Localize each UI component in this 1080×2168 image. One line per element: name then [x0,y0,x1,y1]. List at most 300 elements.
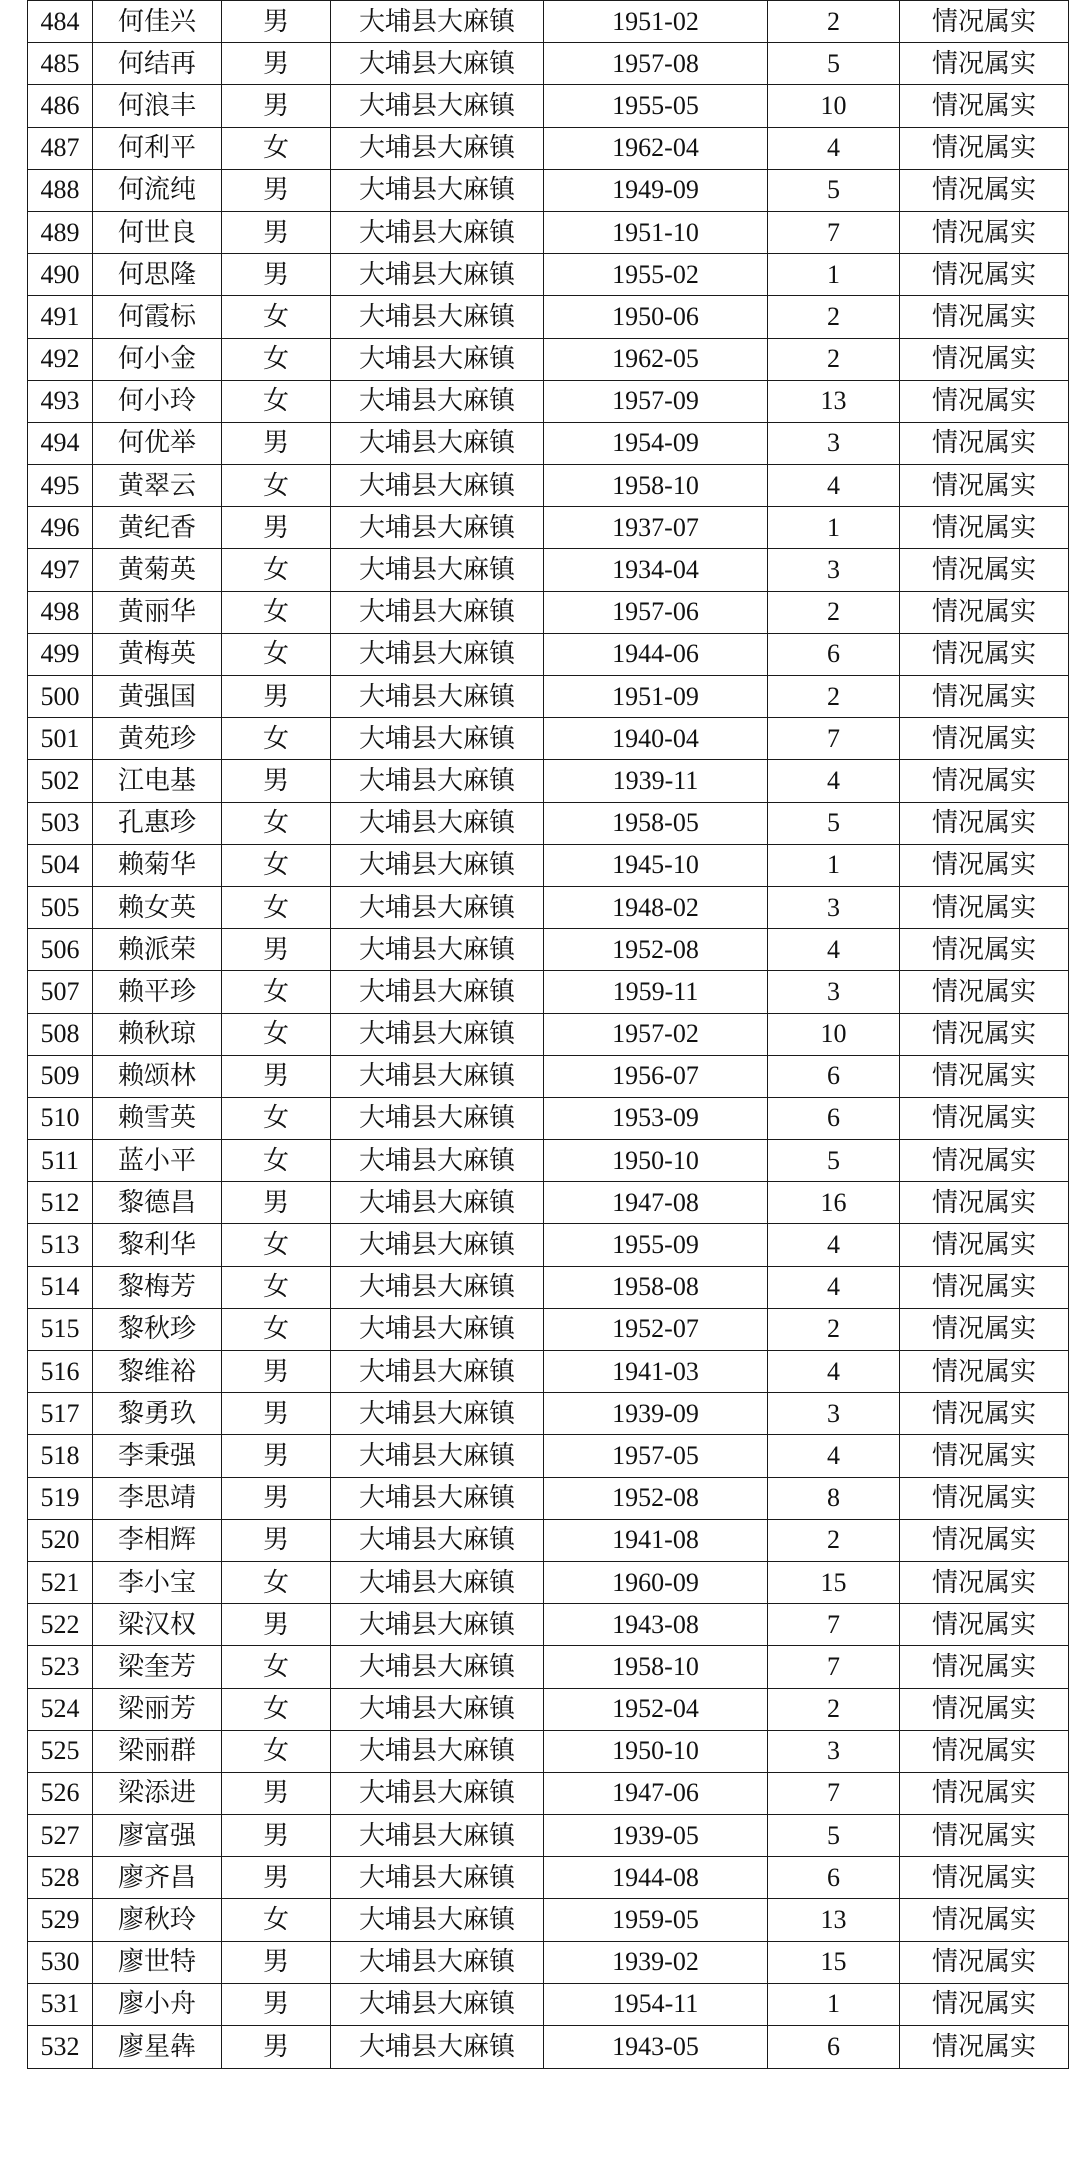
table-row [28,507,1069,549]
table-row [28,1730,1069,1772]
table-row [28,1477,1069,1519]
table-row [28,886,1069,928]
status-cell: 情况属实 [900,1266,1069,1308]
address-cell: 大埔县大麻镇 [331,1182,544,1224]
serial-number-cell: 512 [28,1182,93,1224]
name-cell: 黄梅英 [93,633,222,675]
count-cell: 1 [768,507,900,549]
gender-cell: 男 [222,2026,331,2069]
status-cell: 情况属实 [900,718,1069,760]
gender-cell: 女 [222,1140,331,1182]
serial-number-cell: 488 [28,169,93,211]
count-cell: 6 [768,1055,900,1097]
date-cell: 1953-09 [544,1097,768,1139]
address-cell: 大埔县大麻镇 [331,1941,544,1983]
date-cell: 1939-02 [544,1941,768,1983]
date-cell: 1947-06 [544,1772,768,1814]
table-row [28,549,1069,591]
name-cell: 蓝小平 [93,1140,222,1182]
count-cell: 4 [768,1266,900,1308]
date-cell: 1952-07 [544,1308,768,1350]
gender-cell: 男 [222,85,331,127]
date-cell: 1943-05 [544,2026,768,2069]
count-cell: 4 [768,465,900,507]
gender-cell: 女 [222,1308,331,1350]
status-cell: 情况属实 [900,422,1069,464]
date-cell: 1958-10 [544,1646,768,1688]
table-row [28,633,1069,675]
serial-number-cell: 507 [28,971,93,1013]
address-cell: 大埔县大麻镇 [331,1519,544,1561]
address-cell: 大埔县大麻镇 [331,1899,544,1941]
address-cell: 大埔县大麻镇 [331,1393,544,1435]
status-cell: 情况属实 [900,760,1069,802]
gender-cell: 男 [222,760,331,802]
name-cell: 何流纯 [93,169,222,211]
count-cell: 7 [768,1772,900,1814]
table-row [28,1,1069,43]
count-cell: 4 [768,1435,900,1477]
serial-number-cell: 485 [28,43,93,85]
serial-number-cell: 514 [28,1266,93,1308]
count-cell: 4 [768,760,900,802]
address-cell: 大埔县大麻镇 [331,676,544,718]
gender-cell: 男 [222,1941,331,1983]
name-cell: 赖雪英 [93,1097,222,1139]
status-cell: 情况属实 [900,1308,1069,1350]
count-cell: 15 [768,1561,900,1603]
date-cell: 1951-10 [544,211,768,253]
count-cell: 16 [768,1182,900,1224]
address-cell: 大埔县大麻镇 [331,1604,544,1646]
serial-number-cell: 502 [28,760,93,802]
status-cell: 情况属实 [900,802,1069,844]
table-row [28,169,1069,211]
serial-number-cell: 500 [28,676,93,718]
serial-number-cell: 513 [28,1224,93,1266]
gender-cell: 女 [222,844,331,886]
name-cell: 何优举 [93,422,222,464]
status-cell: 情况属实 [900,1519,1069,1561]
address-cell: 大埔县大麻镇 [331,1097,544,1139]
address-cell: 大埔县大麻镇 [331,1013,544,1055]
status-cell: 情况属实 [900,1013,1069,1055]
name-cell: 赖女英 [93,886,222,928]
serial-number-cell: 530 [28,1941,93,1983]
gender-cell: 男 [222,1772,331,1814]
name-cell: 梁奎芳 [93,1646,222,1688]
date-cell: 1944-08 [544,1857,768,1899]
serial-number-cell: 515 [28,1308,93,1350]
date-cell: 1958-08 [544,1266,768,1308]
name-cell: 赖平珍 [93,971,222,1013]
table-row [28,1941,1069,1983]
address-cell: 大埔县大麻镇 [331,802,544,844]
gender-cell: 男 [222,43,331,85]
address-cell: 大埔县大麻镇 [331,844,544,886]
date-cell: 1962-05 [544,338,768,380]
gender-cell: 女 [222,338,331,380]
status-cell: 情况属实 [900,1055,1069,1097]
count-cell: 7 [768,718,900,760]
address-cell: 大埔县大麻镇 [331,422,544,464]
count-cell: 3 [768,1393,900,1435]
serial-number-cell: 493 [28,380,93,422]
gender-cell: 男 [222,1604,331,1646]
date-cell: 1956-07 [544,1055,768,1097]
status-cell: 情况属实 [900,465,1069,507]
serial-number-cell: 526 [28,1772,93,1814]
status-cell: 情况属实 [900,1941,1069,1983]
date-cell: 1943-08 [544,1604,768,1646]
address-cell: 大埔县大麻镇 [331,1055,544,1097]
name-cell: 黄强国 [93,676,222,718]
date-cell: 1955-05 [544,85,768,127]
status-cell: 情况属实 [900,2026,1069,2069]
serial-number-cell: 524 [28,1688,93,1730]
date-cell: 1948-02 [544,886,768,928]
gender-cell: 男 [222,676,331,718]
date-cell: 1941-03 [544,1351,768,1393]
name-cell: 何思隆 [93,254,222,296]
address-cell: 大埔县大麻镇 [331,1646,544,1688]
name-cell: 江电基 [93,760,222,802]
date-cell: 1954-11 [544,1983,768,2025]
name-cell: 廖星犇 [93,2026,222,2069]
serial-number-cell: 532 [28,2026,93,2069]
name-cell: 黎德昌 [93,1182,222,1224]
table-row [28,929,1069,971]
date-cell: 1952-08 [544,1477,768,1519]
address-cell: 大埔县大麻镇 [331,507,544,549]
date-cell: 1958-05 [544,802,768,844]
count-cell: 13 [768,380,900,422]
name-cell: 赖颂林 [93,1055,222,1097]
table-row [28,2026,1069,2069]
date-cell: 1959-11 [544,971,768,1013]
serial-number-cell: 523 [28,1646,93,1688]
address-cell: 大埔县大麻镇 [331,633,544,675]
name-cell: 李秉强 [93,1435,222,1477]
count-cell: 10 [768,85,900,127]
gender-cell: 男 [222,1,331,43]
address-cell: 大埔县大麻镇 [331,1688,544,1730]
count-cell: 2 [768,1519,900,1561]
address-cell: 大埔县大麻镇 [331,591,544,633]
name-cell: 黄丽华 [93,591,222,633]
address-cell: 大埔县大麻镇 [331,1308,544,1350]
status-cell: 情况属实 [900,844,1069,886]
date-cell: 1950-10 [544,1730,768,1772]
status-cell: 情况属实 [900,296,1069,338]
date-cell: 1934-04 [544,549,768,591]
gender-cell: 男 [222,1477,331,1519]
status-cell: 情况属实 [900,1772,1069,1814]
count-cell: 3 [768,886,900,928]
date-cell: 1947-08 [544,1182,768,1224]
status-cell: 情况属实 [900,1182,1069,1224]
address-cell: 大埔县大麻镇 [331,1435,544,1477]
gender-cell: 女 [222,1646,331,1688]
address-cell: 大埔县大麻镇 [331,2026,544,2069]
count-cell: 5 [768,43,900,85]
address-cell: 大埔县大麻镇 [331,1857,544,1899]
date-cell: 1945-10 [544,844,768,886]
address-cell: 大埔县大麻镇 [331,1140,544,1182]
name-cell: 孔惠珍 [93,802,222,844]
serial-number-cell: 527 [28,1815,93,1857]
address-cell: 大埔县大麻镇 [331,43,544,85]
gender-cell: 男 [222,422,331,464]
serial-number-cell: 489 [28,211,93,253]
table-row [28,1097,1069,1139]
status-cell: 情况属实 [900,1561,1069,1603]
gender-cell: 女 [222,718,331,760]
name-cell: 黄菊英 [93,549,222,591]
address-cell: 大埔县大麻镇 [331,85,544,127]
count-cell: 8 [768,1477,900,1519]
name-cell: 何小金 [93,338,222,380]
name-cell: 廖富强 [93,1815,222,1857]
status-cell: 情况属实 [900,1140,1069,1182]
gender-cell: 男 [222,1435,331,1477]
serial-number-cell: 506 [28,929,93,971]
date-cell: 1957-06 [544,591,768,633]
roster-sheet [27,0,1068,2164]
serial-number-cell: 490 [28,254,93,296]
table-row [28,1308,1069,1350]
serial-number-cell: 505 [28,886,93,928]
serial-number-cell: 510 [28,1097,93,1139]
count-cell: 4 [768,1351,900,1393]
name-cell: 黎勇玖 [93,1393,222,1435]
name-cell: 梁丽芳 [93,1688,222,1730]
status-cell: 情况属实 [900,380,1069,422]
address-cell: 大埔县大麻镇 [331,886,544,928]
name-cell: 黄翠云 [93,465,222,507]
gender-cell: 男 [222,1182,331,1224]
name-cell: 赖秋琼 [93,1013,222,1055]
status-cell: 情况属实 [900,1393,1069,1435]
name-cell: 廖世特 [93,1941,222,1983]
count-cell: 3 [768,971,900,1013]
date-cell: 1958-10 [544,465,768,507]
count-cell: 5 [768,169,900,211]
name-cell: 梁汉权 [93,1604,222,1646]
status-cell: 情况属实 [900,1435,1069,1477]
gender-cell: 女 [222,886,331,928]
count-cell: 4 [768,1224,900,1266]
date-cell: 1941-08 [544,1519,768,1561]
table-row [28,760,1069,802]
roster-table [27,0,1069,2069]
table-row [28,338,1069,380]
serial-number-cell: 498 [28,591,93,633]
serial-number-cell: 528 [28,1857,93,1899]
gender-cell: 男 [222,929,331,971]
gender-cell: 男 [222,254,331,296]
status-cell: 情况属实 [900,1857,1069,1899]
table-row [28,1393,1069,1435]
name-cell: 何浪丰 [93,85,222,127]
gender-cell: 女 [222,802,331,844]
date-cell: 1950-10 [544,1140,768,1182]
table-row [28,465,1069,507]
table-row [28,1899,1069,1941]
count-cell: 4 [768,929,900,971]
count-cell: 2 [768,1,900,43]
table-row [28,1351,1069,1393]
address-cell: 大埔县大麻镇 [331,1,544,43]
count-cell: 5 [768,1815,900,1857]
name-cell: 黎秋珍 [93,1308,222,1350]
name-cell: 李小宝 [93,1561,222,1603]
serial-number-cell: 519 [28,1477,93,1519]
serial-number-cell: 494 [28,422,93,464]
date-cell: 1951-09 [544,676,768,718]
gender-cell: 女 [222,1561,331,1603]
status-cell: 情况属实 [900,1224,1069,1266]
date-cell: 1940-04 [544,718,768,760]
count-cell: 2 [768,1688,900,1730]
gender-cell: 男 [222,1815,331,1857]
address-cell: 大埔县大麻镇 [331,1477,544,1519]
gender-cell: 女 [222,1097,331,1139]
address-cell: 大埔县大麻镇 [331,929,544,971]
date-cell: 1949-09 [544,169,768,211]
name-cell: 何佳兴 [93,1,222,43]
name-cell: 梁添进 [93,1772,222,1814]
count-cell: 4 [768,127,900,169]
gender-cell: 男 [222,507,331,549]
date-cell: 1952-04 [544,1688,768,1730]
table-row [28,43,1069,85]
gender-cell: 女 [222,1899,331,1941]
gender-cell: 男 [222,1857,331,1899]
table-row [28,1604,1069,1646]
status-cell: 情况属实 [900,1899,1069,1941]
date-cell: 1962-04 [544,127,768,169]
status-cell: 情况属实 [900,971,1069,1013]
name-cell: 何世良 [93,211,222,253]
status-cell: 情况属实 [900,1097,1069,1139]
count-cell: 7 [768,1604,900,1646]
gender-cell: 男 [222,1519,331,1561]
table-row [28,1140,1069,1182]
count-cell: 3 [768,422,900,464]
status-cell: 情况属实 [900,1688,1069,1730]
date-cell: 1939-05 [544,1815,768,1857]
gender-cell: 女 [222,549,331,591]
serial-number-cell: 501 [28,718,93,760]
date-cell: 1960-09 [544,1561,768,1603]
address-cell: 大埔县大麻镇 [331,1815,544,1857]
table-row [28,1983,1069,2025]
count-cell: 13 [768,1899,900,1941]
count-cell: 2 [768,676,900,718]
table-row [28,1561,1069,1603]
serial-number-cell: 509 [28,1055,93,1097]
table-row [28,1815,1069,1857]
status-cell: 情况属实 [900,1646,1069,1688]
gender-cell: 女 [222,127,331,169]
status-cell: 情况属实 [900,338,1069,380]
count-cell: 3 [768,1730,900,1772]
address-cell: 大埔县大麻镇 [331,549,544,591]
count-cell: 1 [768,254,900,296]
name-cell: 何霞标 [93,296,222,338]
gender-cell: 男 [222,211,331,253]
gender-cell: 男 [222,1393,331,1435]
serial-number-cell: 486 [28,85,93,127]
status-cell: 情况属实 [900,1604,1069,1646]
address-cell: 大埔县大麻镇 [331,254,544,296]
serial-number-cell: 499 [28,633,93,675]
table-row [28,1182,1069,1224]
name-cell: 何结再 [93,43,222,85]
serial-number-cell: 517 [28,1393,93,1435]
count-cell: 7 [768,211,900,253]
serial-number-cell: 495 [28,465,93,507]
status-cell: 情况属实 [900,591,1069,633]
serial-number-cell: 518 [28,1435,93,1477]
table-row [28,422,1069,464]
table-row [28,1266,1069,1308]
table-row [28,1646,1069,1688]
name-cell: 何小玲 [93,380,222,422]
name-cell: 廖齐昌 [93,1857,222,1899]
table-row [28,844,1069,886]
serial-number-cell: 511 [28,1140,93,1182]
name-cell: 李思靖 [93,1477,222,1519]
address-cell: 大埔县大麻镇 [331,1266,544,1308]
date-cell: 1959-05 [544,1899,768,1941]
status-cell: 情况属实 [900,929,1069,971]
count-cell: 5 [768,1140,900,1182]
count-cell: 6 [768,1857,900,1899]
serial-number-cell: 491 [28,296,93,338]
serial-number-cell: 529 [28,1899,93,1941]
serial-number-cell: 525 [28,1730,93,1772]
gender-cell: 男 [222,1055,331,1097]
table-row [28,1224,1069,1266]
date-cell: 1951-02 [544,1,768,43]
count-cell: 2 [768,296,900,338]
serial-number-cell: 497 [28,549,93,591]
table-row [28,591,1069,633]
address-cell: 大埔县大麻镇 [331,760,544,802]
address-cell: 大埔县大麻镇 [331,1730,544,1772]
serial-number-cell: 520 [28,1519,93,1561]
serial-number-cell: 496 [28,507,93,549]
count-cell: 2 [768,591,900,633]
count-cell: 1 [768,844,900,886]
gender-cell: 女 [222,1013,331,1055]
serial-number-cell: 504 [28,844,93,886]
gender-cell: 女 [222,380,331,422]
address-cell: 大埔县大麻镇 [331,1351,544,1393]
date-cell: 1957-09 [544,380,768,422]
address-cell: 大埔县大麻镇 [331,169,544,211]
gender-cell: 男 [222,1983,331,2025]
status-cell: 情况属实 [900,886,1069,928]
name-cell: 廖小舟 [93,1983,222,2025]
count-cell: 5 [768,802,900,844]
gender-cell: 男 [222,169,331,211]
date-cell: 1944-06 [544,633,768,675]
date-cell: 1955-09 [544,1224,768,1266]
name-cell: 何利平 [93,127,222,169]
